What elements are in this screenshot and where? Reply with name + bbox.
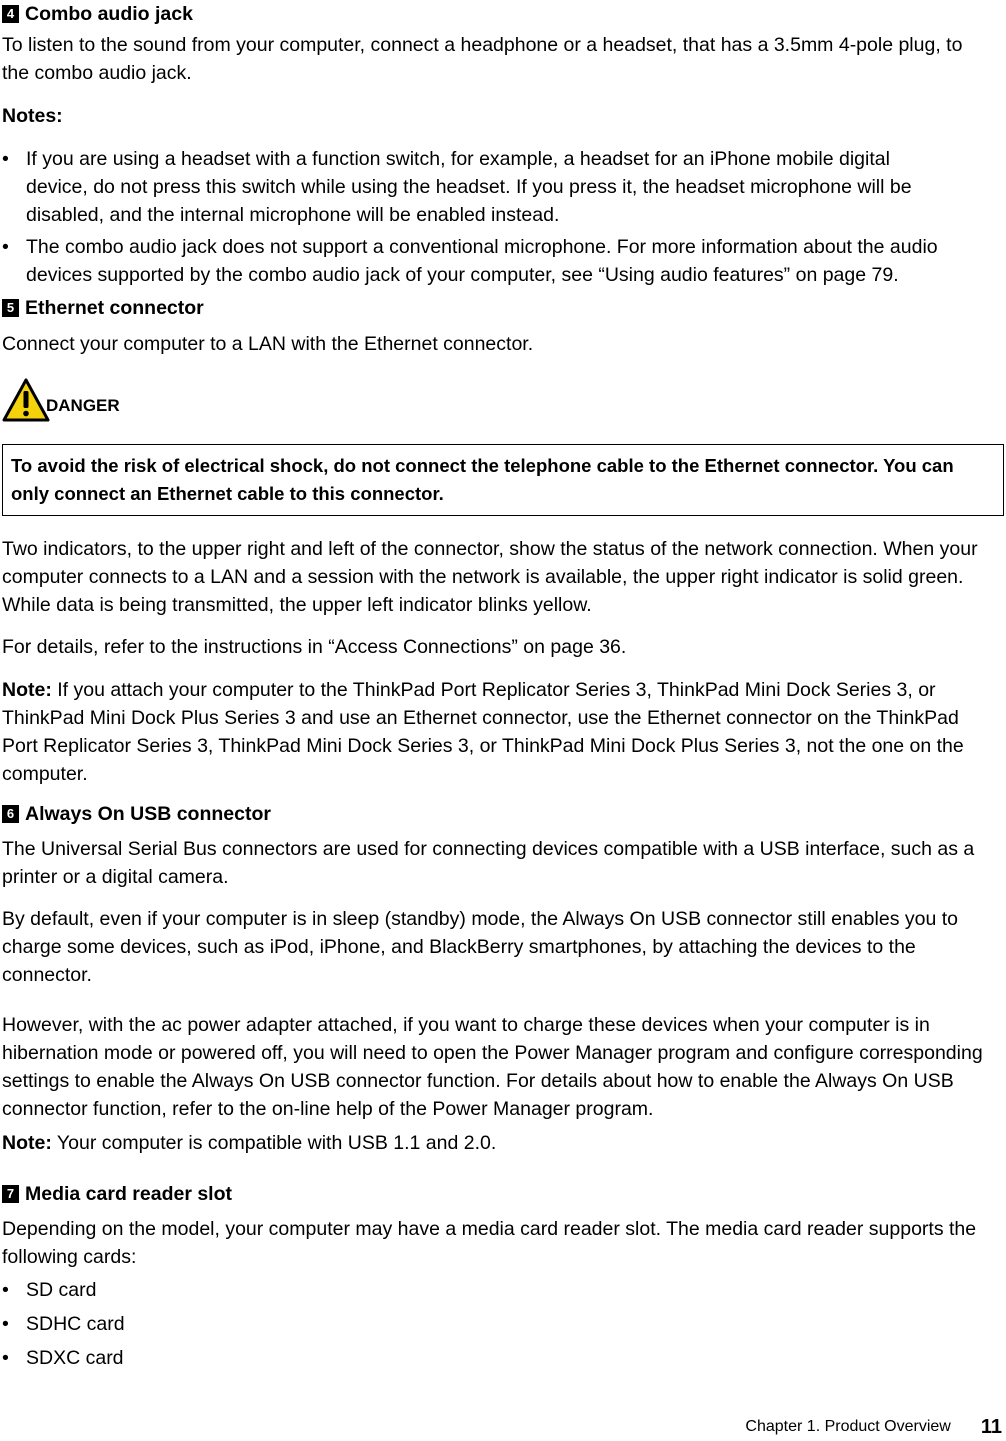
page-number: 11 <box>980 1416 1002 1438</box>
section-title: Combo audio jack <box>25 3 193 25</box>
note-paragraph <box>2 676 992 788</box>
callout-number: 6 <box>2 805 19 823</box>
callout-number: 4 <box>2 5 19 23</box>
list-item: • If you are using a headset with a function switch, for example, a headset for an iPhone mobile digital device, do not press this switch while using the headset. If you press it, the headset microphone will be disabled, and the internal microphone will be enabled instead. <box>2 145 956 229</box>
list-item: • SDXC card <box>2 1344 1004 1372</box>
paragraph: To listen to the sound from your computer, connect a headphone or a headset, that has a 3.5mm 4-pole plug, to the combo audio jack. <box>2 34 963 84</box>
notes-list <box>2 145 1004 289</box>
section-heading-combo-audio-jack <box>2 0 1004 28</box>
list-item: • The combo audio jack does not support a conventional microphone. For more information about the audio devices supported by the combo audio jack of your computer, see “Using audio features” on page 79. <box>2 233 1006 289</box>
callout-number: 5 <box>2 299 19 317</box>
paragraph: By default, even if your computer is in sleep (standby) mode, the Always On USB connector still enables you to charge some devices, such as iPod, iPhone, and BlackBerry smartphones, by attaching the devices to the connector. <box>2 908 958 986</box>
danger-label: DANGER <box>46 396 120 415</box>
chapter-title: Chapter 1. Product Overview <box>745 1418 951 1435</box>
section-heading-media-card-reader <box>2 1180 1004 1208</box>
note-text: Your computer is compatible with USB 1.1 and 2.0. <box>56 1132 497 1154</box>
paragraph: Depending on the model, your computer may have a media card reader slot. The media card reader supports the following cards: <box>2 1218 977 1268</box>
section-title: Media card reader slot <box>25 1183 232 1205</box>
paragraph: For details, refer to the instructions in “Access Connections” on page 36. <box>2 636 627 658</box>
section-title: Always On USB connector <box>25 803 271 825</box>
section-heading-ethernet-connector <box>2 294 1004 322</box>
card-list <box>2 1276 1004 1372</box>
list-item: • SDHC card <box>2 1310 1004 1338</box>
section-heading-always-on-usb <box>2 800 1004 828</box>
note-text: If you attach your computer to the ThinkPad Port Replicator Series 3, ThinkPad Mini Dock Series 3, or ThinkPad Mini Dock Plus Series 3 and use an Ethernet connector, use the Ethernet connector on the ThinkPad Port Replicator Series 3, ThinkPad Mini Dock Series 3, or ThinkPad Mini Dock Plus Series 3, not the one on the computer. <box>2 679 964 785</box>
paragraph: The Universal Serial Bus connectors are used for connecting devices compatible with a USB interface, such as a printer or a digital camera. <box>2 838 975 888</box>
section-title: Ethernet connector <box>25 297 204 319</box>
warning-triangle-icon <box>2 378 50 422</box>
paragraph: However, with the ac power adapter attached, if you want to charge these devices when your computer is in hibernation mode or powered off, you will need to open the Power Manager program and configure corresponding settings to enable the Always On USB connector function. For details about how to enable the Always On USB connector function, refer to the on-line help of the Power Manager program. <box>2 1014 983 1120</box>
note-label: Note: <box>2 1132 52 1154</box>
paragraph: Two indicators, to the upper right and left of the connector, show the status of the network connection. When your computer connects to a LAN and a session with the network is available, the upper right indicator is solid green. While data is being transmitted, the upper left indicator blinks yellow. <box>2 538 978 616</box>
danger-text: To avoid the risk of electrical shock, do not connect the telephone cable to the Ethernet connector. You can only connect an Ethernet cable to this connector. <box>11 455 954 504</box>
callout-number: 7 <box>2 1185 19 1203</box>
danger-notice <box>2 378 1004 422</box>
notes-label: Notes: <box>2 105 63 127</box>
list-item: • SD card <box>2 1276 1004 1304</box>
danger-box <box>2 444 1004 516</box>
note-paragraph <box>2 1129 1004 1157</box>
paragraph: Connect your computer to a LAN with the Ethernet connector. <box>2 333 534 355</box>
note-label: Note: <box>2 679 52 701</box>
